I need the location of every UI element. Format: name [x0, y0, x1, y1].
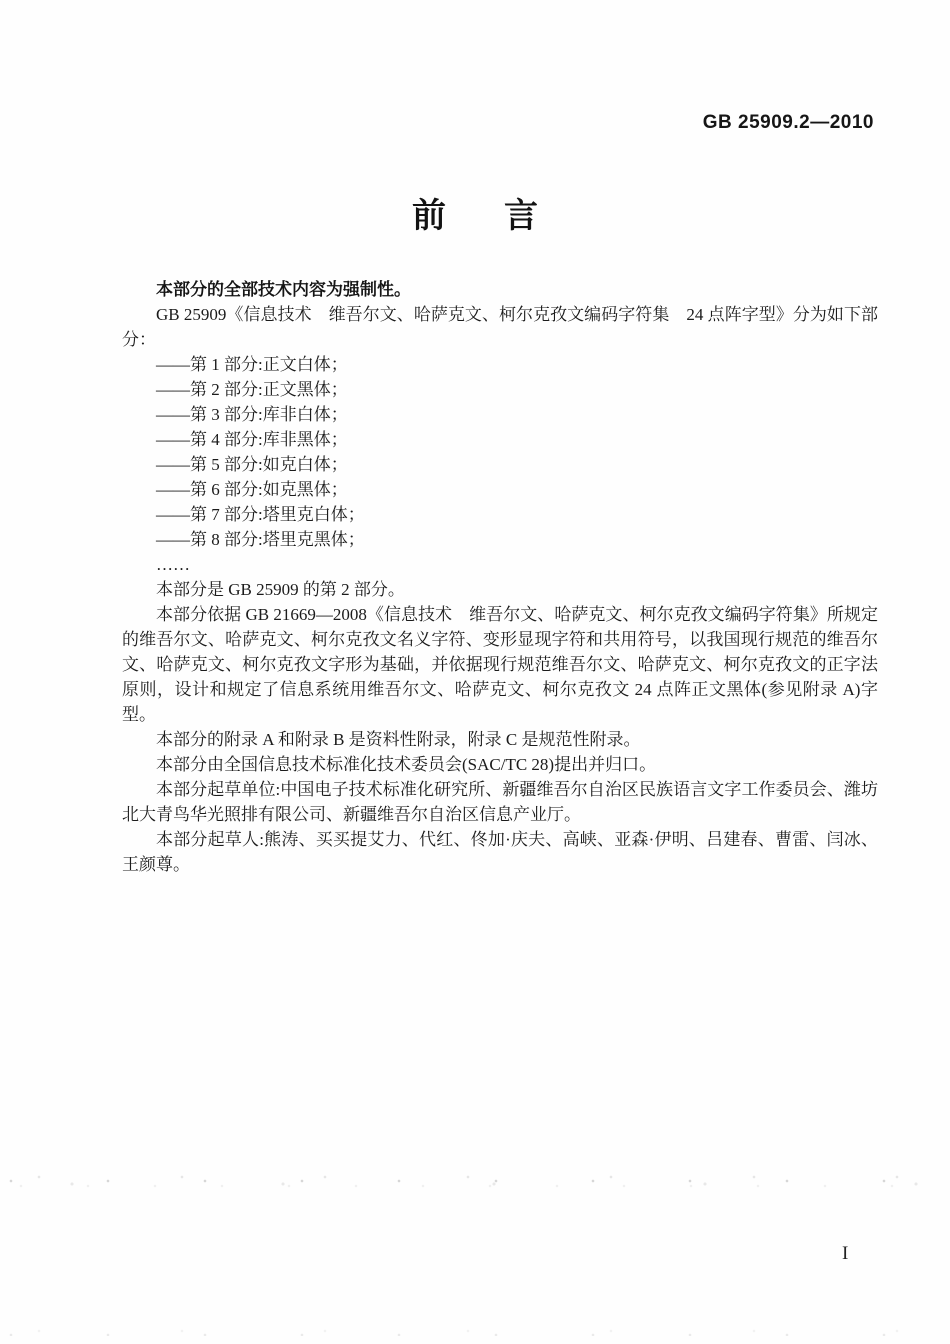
foreword-paragraph-annexes: 本部分的附录 A 和附录 B 是资料性附录，附录 C 是规范性附录。: [156, 730, 641, 749]
parts-list-item-4: ——第 4 部分:库非黑体；: [156, 430, 348, 449]
parts-list-item-5: ——第 5 部分:如克白体；: [156, 455, 348, 474]
foreword-paragraph-basis: 本部分依据 GB 21669—2008《信息技术 维吾尔文、哈萨克文、柯尔克孜文编码字符集》所规定的维吾尔文、哈萨克文、柯尔克孜文名义字符、变形显现字符和共用符号，以我国现行规范的维吾尔文、哈萨克文、柯尔克孜文字形为基础，并依据现行规范维吾尔文、哈萨克文、柯尔克孜文的正字法原则，设计和规定了信息系统用维吾尔文、哈萨克文、柯尔克孜文 24 点阵正文黑体(参见附录 A)字型。: [122, 605, 878, 724]
foreword-paragraph-drafting-organizations: 本部分起草单位:中国电子技术标准化研究所、新疆维吾尔自治区民族语言文字工作委员会、潍坊北大青鸟华光照排有限公司、新疆维吾尔自治区信息产业厅。: [122, 780, 878, 824]
parts-list-item-8: ——第 8 部分:塔里克黑体；: [156, 530, 365, 549]
standard-code: GB 25909.2—2010: [702, 112, 874, 133]
parts-list-item-1: ——第 1 部分:正文白体；: [156, 355, 348, 374]
parts-list-item-7: ——第 7 部分:塔里克白体；: [156, 505, 365, 524]
foreword-paragraph-drafters: 本部分起草人:熊涛、买买提艾力、代红、佟加·庆夫、高峡、亚森·伊明、吕建春、曹雷、闫冰、王颜尊。: [122, 830, 878, 874]
foreword-paragraph-series-intro: GB 25909《信息技术 维吾尔文、哈萨克文、柯尔克孜文编码字符集 24 点阵字型》分为如下部分：: [122, 305, 878, 349]
page-number: I: [842, 1243, 849, 1264]
parts-list-item-3: ——第 3 部分:库非白体；: [156, 405, 348, 424]
foreword-body: [122, 277, 878, 877]
foreword-title-char-2: 言: [504, 197, 538, 235]
scan-noise-band-bottom: [0, 1326, 950, 1336]
foreword-title-char-1: 前: [412, 197, 446, 235]
parts-list-ellipsis: ……: [156, 555, 190, 574]
parts-list-item-2: ——第 2 部分:正文黑体；: [156, 380, 348, 399]
foreword-title: [0, 188, 950, 237]
scan-noise-band: [0, 1172, 950, 1190]
foreword-paragraph-committee: 本部分由全国信息技术标准化技术委员会(SAC/TC 28)提出并归口。: [156, 755, 657, 774]
foreword-paragraph-part-number: 本部分是 GB 25909 的第 2 部分。: [156, 580, 405, 599]
foreword-paragraph-mandatory: 本部分的全部技术内容为强制性。: [156, 280, 411, 299]
parts-list-item-6: ——第 6 部分:如克黑体；: [156, 480, 348, 499]
